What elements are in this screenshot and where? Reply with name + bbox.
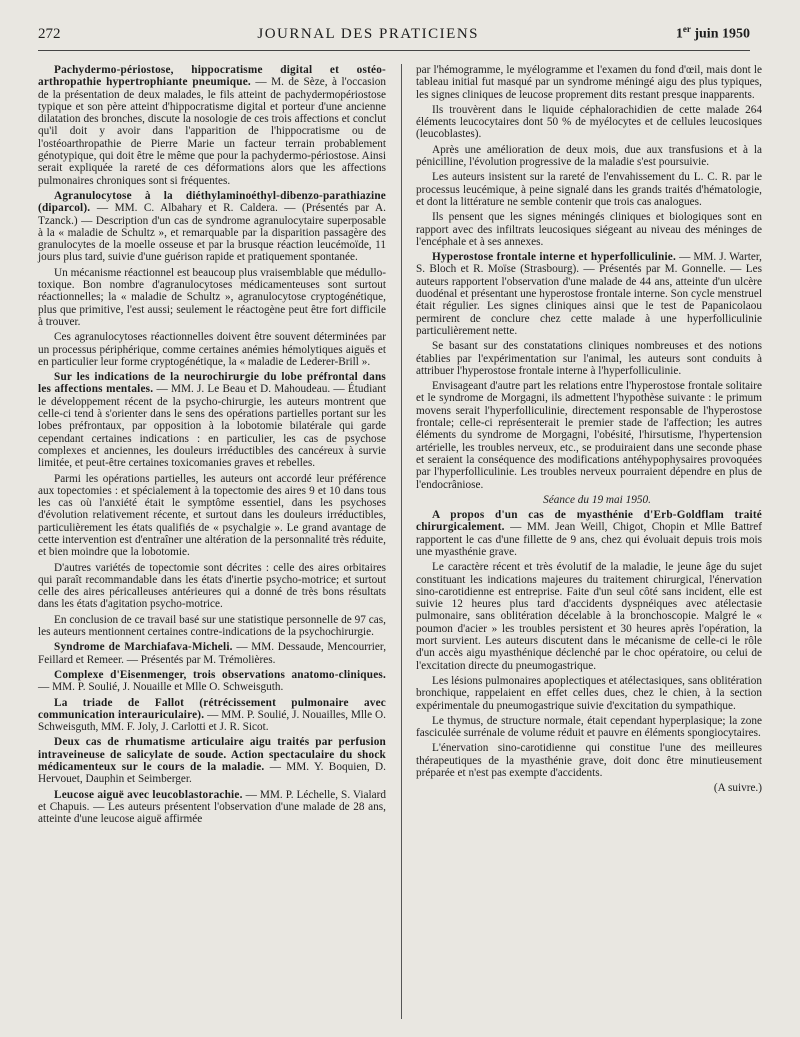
paragraph-body: Ils pensent que les signes méningés cliniques et biologiques sont en rapport avec des infiltrats leucosiques siégeant au niveau des méninges de l'encéphale et à ses annexes.	[416, 211, 762, 248]
paragraph-body: — MM. Dessaude, Mencourrier, Feillard et Remeer. — Présentés par M. Trémolières.	[38, 641, 387, 666]
paragraph-title: La triade de Fallot (rétrécissement pulmonaire avec communication interauriculaire).	[38, 696, 386, 721]
paragraph	[38, 473, 386, 559]
paragraph	[38, 371, 386, 469]
paragraph	[38, 267, 386, 328]
paragraph-body: — MM. J. Le Beau et D. Mahoudeau. — Étudiant le développement récent de la psycho-chirurgie, les auteurs montrent que celle-ci tend à s'orienter dans le sens des opérations partielles portant sur les lobes préfrontaux, par opposition à la lobotomie bilatérale qui garde cependant certaines indications : en particulier, les cas de psychose complexes et anciennes, les douleurs irréductibles des cancéreux à survie limitée, et peut-être certaines toxicomanies graves et rebelles.	[38, 383, 386, 470]
paragraph-body: — MM. P. Léchelle, S. Vialard et Chapuis. — Les auteurs présentent l'observation d'une malade de 28 ans, atteinte d'une leucose aiguë affirmée	[38, 788, 386, 826]
right-column-top	[416, 64, 762, 491]
to-be-continued: (A suivre.)	[713, 782, 762, 795]
paragraph	[416, 742, 762, 779]
paragraph-body: Après une amélioration de deux mois, due aux transfusions et à la pénicilline, l'évolution progressive de la maladie s'est poursuivie.	[416, 143, 762, 169]
column-divider	[401, 64, 402, 1019]
paragraph-body: Un mécanisme réactionnel est beaucoup plus vraisemblable que médullo-toxique. Bon nombre d'agranulocytoses médicamenteuses sont surtout réactionnelles; la « maladie de Schultz », agranulocytose cryptogénétique, plus que primitive, l'est aussi; seulement le réactogène peut être fort difficile à trouver.	[38, 266, 386, 328]
paragraph	[38, 562, 386, 611]
paragraph	[416, 144, 762, 169]
paragraph-body: par l'hémogramme, le myélogramme et l'examen du fond d'œil, mais dont le tableau initial fut masqué par un syndrome méningé aigu des plus typiques, les signes cliniques de leucose proprement dits restant presque inapparents.	[416, 64, 762, 101]
paragraph	[416, 675, 762, 712]
paragraph	[38, 614, 386, 639]
paragraph-title: Pachydermo-périostose, hippocratisme digital et ostéo-arthropathie hypertrophiante pneumique.	[38, 64, 386, 89]
paragraph	[416, 64, 762, 101]
paragraph-body: — MM. Jean Weill, Chigot, Chopin et Mlle Battref rapportent le cas d'une fillette de 9 ans, chez qui évoluait depuis trois mois une myasthénie grave.	[416, 521, 762, 558]
paragraph-title: Complexe d'Eisenmenger, trois observations anatomo-cliniques.	[54, 668, 386, 681]
paragraph-body: — MM. P. Soulié, J. Nouaille et Mlle O. Schweisguth.	[38, 681, 284, 694]
paragraph	[38, 736, 386, 785]
paragraph-body: Se basant sur des constatations cliniques nombreuses et des notions établies par l'expérimentation sur l'animal, les auteurs sont conduits à attribuer l'hyperostose frontale interne à l'hyperfolliculinie.	[416, 340, 762, 377]
paragraph	[38, 669, 386, 694]
paragraph	[416, 104, 762, 141]
running-header	[38, 24, 750, 46]
paragraph-body: Les lésions pulmonaires apoplectiques et atélectasiques, sans oblitération bronchique, rappelaient en effet celles dues, chez le chien, à la section expérimentale du pneumogastrique suivie d'excitation du sympathique.	[416, 674, 762, 712]
paragraph	[38, 331, 386, 368]
paragraph	[416, 340, 762, 377]
paragraph	[416, 171, 762, 208]
paragraph	[38, 697, 386, 734]
paragraph-body: — MM. C. Albahary et R. Caldera. — (Présentés par A. Tzanck.) — Description d'un cas de syndrome agranulocytaire superposable à la « maladie de Schultz », et remarquable par la disparition passagère des granulocytes de la moelle osseuse et par la brusque réaction leucémoïde, 11 jours plus tard, suivie d'une guérison rapide et pratiquement spontanée.	[38, 202, 386, 264]
header-rule	[38, 50, 750, 51]
paragraph-title: Deux cas de rhumatisme articulaire aigu traités par perfusion intraveineuse de salicylate de soude. Action spectaculaire du shock médicamenteux sur le cours de la maladie.	[38, 736, 386, 774]
right-column	[416, 64, 762, 798]
paragraph	[416, 561, 762, 672]
paragraph-body: Les auteurs insistent sur la rareté de l'envahissement du L. C. R. par le processus leucémique, à peine signalé dans les grands traités d'hématologie, et dont la littérature ne semble contenir que trois cas analogues.	[416, 171, 762, 208]
paragraph-title: Syndrome de Marchiafava-Micheli.	[54, 641, 233, 654]
paragraph-body: D'autres variétés de topectomie sont décrites : celle des aires orbitaires qui paraît recommandable dans les états d'inertie psycho-motrice; et surtout celle des aires péricalleuses antérieures qui a donné de très bons résultats dans les états d'agitation psycho-motrice.	[38, 561, 386, 611]
issue-date: 1er juin 1950	[675, 24, 750, 42]
paragraph	[38, 64, 386, 187]
paragraph-body: — MM. P. Soulié, J. Nouailles, Mlle O. Schweisguth, MM. F. Joly, J. Carlotti et J. R. Sicot.	[38, 708, 386, 734]
seance-heading: Séance du 19 mai 1950.	[543, 493, 651, 506]
paragraph-body: Parmi les opérations partielles, les auteurs ont accordé leur préférence aux topectomies : et spécialement à la topectomie des aires 9 et 10 dans tous les cas où l'anxiété était le symptôme essentiel, dans les psychoses d'évolution relativement récente, et surtout dans les douleurs irréductibles, particulièrement les états qualifiés de « psychalgie ». Le grand avantage de cette intervention est d'entraîner une altération de la personnalité très réduite, et bien moindre que la lobotomie.	[38, 472, 386, 559]
paragraph-body: En conclusion de ce travail basé sur une statistique personnelle de 97 cas, les auteurs mentionnent certaines contre-indications de la psychochirurgie.	[38, 613, 386, 639]
paragraph	[416, 211, 762, 248]
left-column	[38, 64, 386, 829]
paragraph-body: Ils trouvèrent dans le liquide céphalorachidien de cette malade 264 éléments leucocytaires dont 50 % de myélocytes et de cellules leucosiques (leucoblastes).	[416, 103, 762, 141]
paragraph	[416, 380, 762, 491]
paragraph	[38, 641, 386, 666]
paragraph-body: — MM. Y. Boquien, D. Hervouet, Dauphin et Seimberger.	[38, 761, 386, 786]
paragraph-title: Sur les indications de la neurochirurgie du lobe préfrontal dans les affections mentales.	[38, 371, 386, 396]
paragraph-title: A propos d'un cas de myasthénie d'Erb-Goldflam traité chirurgicalement.	[416, 509, 762, 534]
paragraph	[38, 789, 386, 826]
paragraph-title: Hyperostose frontale interne et hyperfolliculinie.	[432, 251, 676, 264]
paragraph-body: — M. de Sèze, à l'occasion de la présentation de deux malades, le fils atteint de pachydermopériostose typique et son père atteint d'hippocratisme digital et porteur d'une ancienne dilatation des bronches, discute la nosologie de ces trois affections et conclut qu'il doit y avoir dans l'apparition de l'hippocratisme ou de l'ostéoarthropathie de Pierre Marie un facteur terrain probablement génotypique, qui doit être le même que pour la pachydermo-périostose. Ainsi serait expliquée la rareté de ces déformations alors que les affections pulmonaires chroniques sont si fréquentes.	[38, 76, 386, 187]
paragraph-body: Le caractère récent et très évolutif de la maladie, le jeune âge du sujet constituant les indications majeures du traitement chirurgical, l'énervation sino-carotidienne est entreprise. Faite d'un seul côté sans incident, elle est suivie 12 heures plus tard d'accidents dyspnéiques avec atélectasie pulmonaire, sans oblitération décelable à la bronchoscopie. Malgré le « poumon d'acier » les troubles persistent et 30 heures après l'opération, la mort survient. Les auteurs discutent dans le mécanisme de celle-ci le rôle d'un accès aigu myasthénique déclenché par le choc opératoire, ou celui de l'excitation directe du pneumogastrique.	[416, 561, 762, 672]
right-column-bottom	[416, 509, 762, 779]
paragraph-body: Envisageant d'autre part les relations entre l'hyperostose frontale solitaire et le syndrome de Morgagni, ils admettent l'hypothèse suivante : le primum movens serait l'hyperfolliculinie, directement responsable de l'hyperostose frontale; celle-ci représenterait le premier stade de l'affection; les autres éléments du syndrome de Morgagni, l'obésité, l'hirsutisme, l'hypertension artérielle, les troubles nerveux, etc., se produiraient dans une seconde phase et seraient la conséquence des modifications antéhypophysaires provoquées par l'hyperfolliculinie. Les troubles nerveux pourraient dépendre en plus de l'endocrâniose.	[416, 380, 762, 491]
paragraph-title: Leucose aiguë avec leucoblastorachie.	[54, 788, 243, 801]
paragraph-body: Ces agranulocytoses réactionnelles doivent être souvent déterminées par un processus périphérique, comme certaines anémies hémolytiques aiguës et en particulier leur forme cryptogénétique, la « maladie de Lederer-Brill ».	[38, 331, 386, 368]
paragraph	[416, 509, 762, 558]
paragraph	[416, 715, 762, 740]
journal-title: JOURNAL DES PRATICIENS	[257, 25, 479, 42]
paragraph	[416, 251, 762, 337]
paragraph	[38, 190, 386, 264]
paragraph-body: — MM. J. Warter, S. Bloch et R. Moïse (Strasbourg). — Présentés par M. Gonnelle. — Les auteurs rapportent l'observation d'une malade de 44 ans, atteinte d'un ulcère duodénal et présentant une hyperostose frontale interne. Son cycle menstruel était régulier. Les signes cliniques ainsi que le test de Papanicolaou permirent de conclure chez cette malade à une hyperfolliculinie particulièrement nette.	[416, 251, 762, 337]
paragraph-title: Agranulocytose à la diéthylaminoéthyl-dibenzo-parathiazine (diparcol).	[38, 189, 386, 215]
page-number: 272	[38, 25, 61, 42]
paragraph-body: L'énervation sino-carotidienne qui constitue l'une des meilleures thérapeutiques de la myasthénie grave, doit donc être minutieusement préparée et n'est pas exempte d'accidents.	[416, 742, 762, 780]
paragraph-body: Le thymus, de structure normale, était cependant hyperplasique; la zone fasciculée surrénale de volume réduit et pauvre en éléments spongiocytaires.	[416, 714, 762, 740]
